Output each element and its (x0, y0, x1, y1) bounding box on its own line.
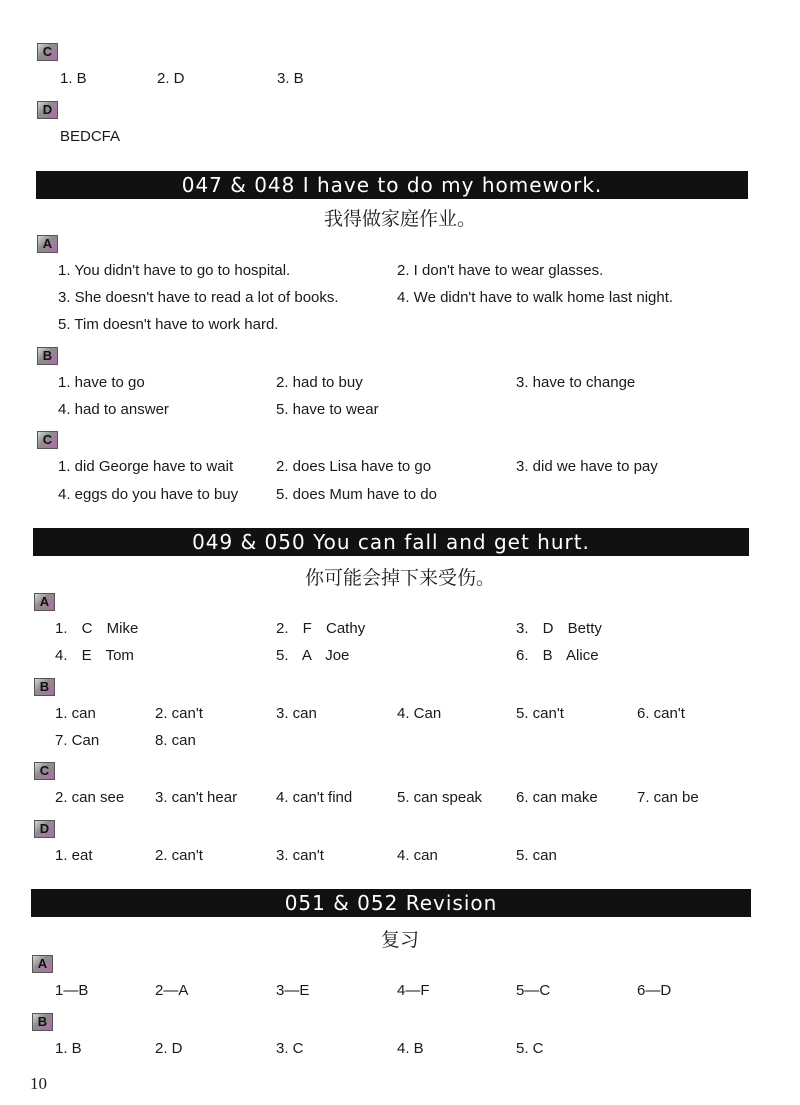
answer-item: 3. did we have to pay (516, 458, 658, 475)
answer-item: 1. can (55, 705, 96, 722)
answer-item: 5. C (516, 1040, 544, 1057)
answer-item: 5. can speak (397, 789, 483, 806)
section-label-c: C (37, 431, 58, 449)
answer-item: 6. B Alice (516, 647, 599, 664)
section-label-c: C (37, 43, 58, 61)
section-label-d: D (37, 101, 58, 119)
unit-title-banner: 051 & 052 Revision (31, 889, 751, 917)
answer-item: 5. can't (516, 705, 564, 722)
section-label-c: C (34, 762, 55, 780)
answer-item: 4. eggs do you have to buy (58, 486, 239, 503)
answer-item: 3. C (276, 1040, 304, 1057)
answer-item: 4—F (397, 982, 430, 999)
answer-item: 1. B (55, 1040, 82, 1057)
section-label-b: B (34, 678, 55, 696)
answer-item: 2. does Lisa have to go (276, 458, 432, 475)
answer-item: 3—E (276, 982, 310, 999)
section-label-d: D (34, 820, 55, 838)
answer-item: 1. have to go (58, 374, 145, 391)
answer-item: 4. B (397, 1040, 424, 1057)
answer-item: 2. I don't have to wear glasses. (397, 262, 604, 279)
answer-item: 3. She doesn't have to read a lot of books. (58, 289, 339, 306)
answer-item: 1. You didn't have to go to hospital. (58, 262, 291, 279)
answer-item: 3. have to change (516, 374, 636, 391)
answer-item: 4. had to answer (58, 401, 169, 418)
answer-item: 8. can (155, 732, 196, 749)
section-label-a: A (34, 593, 55, 611)
answer-item: 4. We didn't have to walk home last night. (397, 289, 674, 306)
unit-subtitle: 我得做家庭作业。 (323, 208, 476, 230)
answer-item: 2. F Cathy (276, 620, 366, 637)
section-label-b: B (32, 1013, 53, 1031)
answer-item: 5. can (516, 847, 557, 864)
page-number: 10 (30, 1074, 47, 1093)
answer-item: 2. can't (155, 705, 203, 722)
answer-item: 4. can't find (276, 789, 353, 806)
answer-item: 2. can't (155, 847, 203, 864)
answer-item: 6—D (637, 982, 672, 999)
answer-item: 7. Can (55, 732, 100, 749)
answer-item: 2. D (157, 70, 185, 87)
answer-item: 3. D Betty (516, 620, 602, 637)
unit-title-banner: 047 & 048 I have to do my homework. (36, 171, 748, 199)
answer-item: 5—C (516, 982, 551, 999)
unit-subtitle: 你可能会掉下来受伤。 (304, 567, 495, 589)
answer-item: 5. have to wear (276, 401, 379, 418)
answer-item: 6. can't (637, 705, 685, 722)
unit-title-banner: 049 & 050 You can fall and get hurt. (33, 528, 749, 556)
answer-item: 2. D (155, 1040, 183, 1057)
answer-item: 5. does Mum have to do (276, 486, 437, 503)
section-label-a: A (37, 235, 58, 253)
answer-item: 6. can make (516, 789, 598, 806)
answer-item: 7. can be (637, 789, 699, 806)
unit-subtitle: 复习 (380, 929, 419, 951)
answer-item: 1. C Mike (55, 620, 139, 637)
section-label-a: A (32, 955, 53, 973)
answer-item: 5. Tim doesn't have to work hard. (58, 316, 279, 333)
answer-item: 2—A (155, 982, 189, 999)
answer-item: 2. can see (55, 789, 125, 806)
section-label-b: B (37, 347, 58, 365)
answer-item: 3. can't (276, 847, 324, 864)
answer-item: 5. A Joe (276, 647, 350, 664)
answer-item: BEDCFA (60, 128, 121, 145)
answer-item: 1—B (55, 982, 89, 999)
answer-item: 1. eat (55, 847, 93, 864)
answer-item: 2. had to buy (276, 374, 363, 391)
answer-item: 4. can (397, 847, 438, 864)
answer-item: 3. can't hear (155, 789, 238, 806)
answer-item: 1. B (60, 70, 87, 87)
answer-item: 1. did George have to wait (58, 458, 234, 475)
answer-item: 4. E Tom (55, 647, 134, 664)
answer-item: 4. Can (397, 705, 442, 722)
answer-item: 3. can (276, 705, 317, 722)
answer-item: 3. B (277, 70, 304, 87)
